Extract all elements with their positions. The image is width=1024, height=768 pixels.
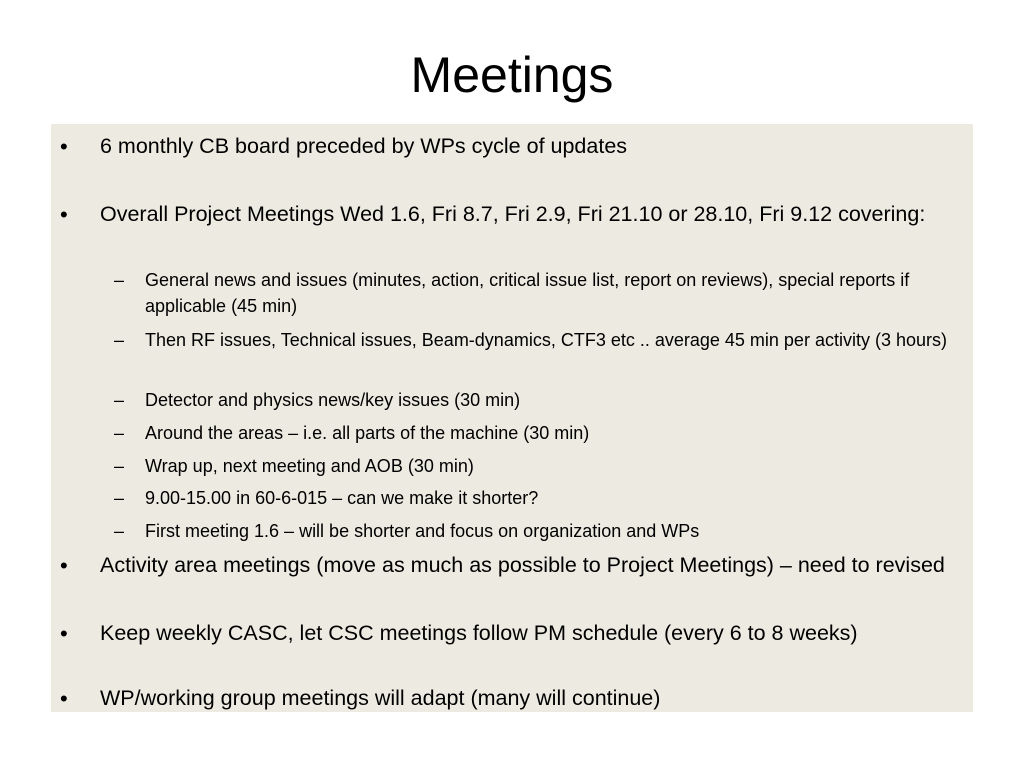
sub-bullet-text: 9.00-15.00 in 60-6-015 – can we make it shorter? [145, 488, 539, 508]
dash-marker: – [114, 488, 125, 508]
content-box [51, 124, 973, 712]
dash-marker: – [114, 270, 125, 290]
bullet-marker: • [60, 553, 68, 578]
sub-bullet-text: Around the areas – i.e. all parts of the machine (30 min) [145, 423, 590, 443]
sub-bullet-text: Wrap up, next meeting and AOB (30 min) [145, 456, 474, 476]
sub-bullet-text: First meeting 1.6 – will be shorter and focus on organization and WPs [145, 521, 700, 541]
bullet-marker: • [60, 134, 68, 159]
bullet-text: WP/working group meetings will adapt (many will continue) [100, 686, 661, 710]
bullet-text: Overall Project Meetings Wed 1.6, Fri 8.7, Fri 2.9, Fri 21.10 or 28.10, Fri 9.12 covering: [100, 202, 926, 226]
slide-title: Meetings [410, 47, 614, 103]
dash-marker: – [114, 330, 125, 350]
dash-marker: – [114, 390, 125, 410]
dash-marker: – [114, 521, 125, 541]
bullet-text: Keep weekly CASC, let CSC meetings follow PM schedule (every 6 to 8 weeks) [100, 621, 858, 645]
bullet-marker: • [60, 202, 68, 227]
sub-bullet-text: Detector and physics news/key issues (30 min) [145, 390, 521, 410]
bullet-text: Activity area meetings (move as much as possible to Project Meetings) – need to revised [100, 553, 945, 577]
sub-bullet-text: Then RF issues, Technical issues, Beam-dynamics, CTF3 etc .. average 45 min per activity (3 hours) [145, 330, 947, 350]
bullet-marker: • [60, 686, 68, 711]
bullet-marker: • [60, 621, 68, 646]
dash-marker: – [114, 423, 125, 443]
bullet-text: 6 monthly CB board preceded by WPs cycle of updates [100, 134, 628, 158]
sub-bullet-text: General news and issues (minutes, action, critical issue list, report on reviews), special reports if applicable (45 min) [145, 270, 910, 316]
dash-marker: – [114, 456, 125, 476]
